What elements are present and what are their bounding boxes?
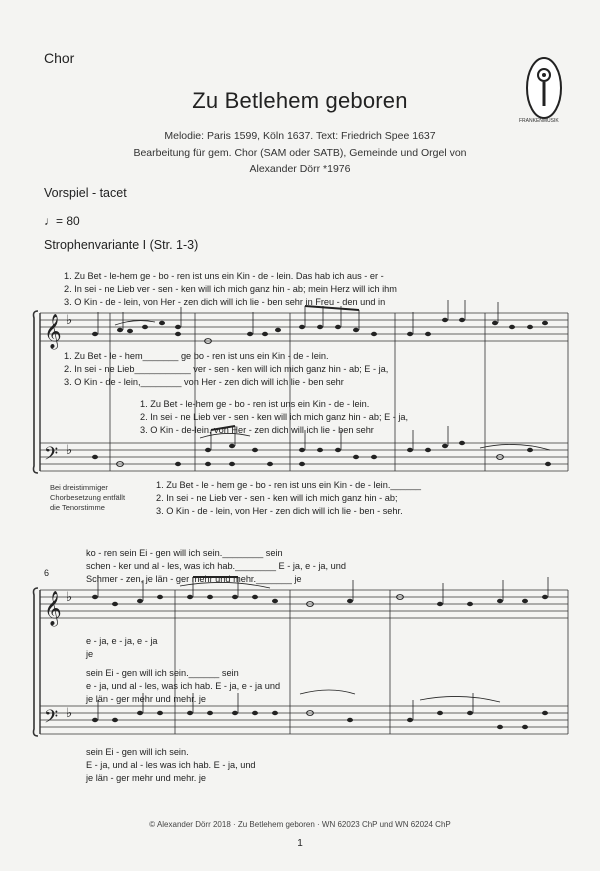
lyric-line: 2. In sei - ne Lieb___________ ver - sen - ken will ich mich ganz hin - ab; E - ja, — [64, 364, 389, 374]
lyric-line: 2. In sei - ne Lieb ver - sen - ken will ich mich ganz hin - ab; E - ja, — [140, 412, 409, 422]
page-number: 1 — [297, 838, 303, 849]
bass-clef: 𝄢 — [44, 444, 59, 469]
logo-text: FRANKENMUSIK — [519, 118, 559, 124]
lyric-line: je län - ger mehr und mehr. je — [86, 773, 207, 783]
lyric-line: 3. O Kin - de - lein, von Her - zen dich will ich lie - ben - sehr. — [156, 506, 403, 516]
staff-lines — [40, 706, 568, 734]
treble-clef: 𝄞 — [44, 314, 62, 349]
lyric-line: E - ja, und al - les was ich hab. E - ja, und — [86, 760, 256, 770]
lyric-line: 3. O Kin - de-lein, von Her - zen dich will ich lie - ben sehr — [140, 425, 374, 435]
svg-text:♭: ♭ — [66, 706, 73, 721]
voicing-note: Bei dreistimmiger Chorbesetzung entfällt die Tenorstimme — [50, 483, 126, 512]
lyric-line: 1. Zu Bet - le - hem_______ ge bo - ren ist uns ein Kin - de - lein. — [64, 351, 329, 361]
tempo-marking: ♩= 80 — [44, 214, 80, 228]
strophe-heading: Strophenvariante I (Str. 1-3) — [44, 238, 199, 252]
measure-number: 6 — [44, 568, 50, 578]
lyric-line: 1. Zu Bet - le - hem ge - bo - ren ist uns ein Kin - de - lein.______ — [156, 480, 422, 490]
page-title: Zu Betlehem geboren — [192, 88, 408, 113]
credit-line: Bearbeitung für gem. Chor (SAM oder SATB), Gemeinde und Orgel von — [133, 147, 467, 159]
lyric-line: e - ja, e - ja, e - ja — [86, 636, 158, 646]
bass-clef: 𝄢 — [44, 707, 59, 732]
lyric-line: je län - ger mehr und mehr. je — [86, 694, 207, 704]
copyright-footer: © Alexander Dörr 2018 · Zu Betlehem geboren · WN 62023 ChP und WN 62024 ChP — [149, 820, 451, 829]
lyric-line: schen - ker und al - les, was ich hab.________ E - ja, e - ja, und — [86, 561, 346, 571]
svg-text:♭: ♭ — [66, 443, 73, 458]
credit-line: Alexander Dörr *1976 — [249, 163, 351, 175]
treble-clef: 𝄞 — [44, 591, 62, 626]
staff-lines — [40, 590, 568, 618]
section-label: Chor — [44, 50, 75, 66]
lyric-line: je — [86, 649, 94, 659]
lyric-line: sein Ei - gen will ich sein. — [86, 747, 189, 757]
credit-line: Melodie: Paris 1599, Köln 1637. Text: Friedrich Spee 1637 — [164, 130, 436, 142]
lyric-line: e - ja, und al - les, was ich hab. E - ja, e - ja und — [86, 681, 281, 691]
svg-text:♭: ♭ — [66, 313, 73, 328]
lyric-line: 2. In sei - ne Lieb ver - sen - ken will ich mich ganz hin - ab; mein Herz will ich ihm — [64, 284, 397, 294]
lyric-line: sein Ei - gen will ich sein.______ sein — [86, 668, 239, 678]
lyric-line: 3. O Kin - de - lein,________ von Her - zen dich will ich lie - ben sehr — [64, 377, 344, 387]
svg-text:♭: ♭ — [66, 590, 73, 605]
lyric-line: Schmer - zen, je län - ger mehr und mehr._______ je — [86, 574, 302, 584]
lyric-line: 1. Zu Bet - le-hem ge - bo - ren ist uns ein Kin - de - lein. Das hab ich aus - er - — [64, 271, 384, 281]
vorspiel-note: Vorspiel - tacet — [44, 186, 127, 200]
lyric-line: 3. O Kin - de - lein, von Her - zen dich will ich lie - ben sehr in Freu - den und in — [64, 297, 386, 307]
lyric-line: 2. In sei - ne Lieb ver - sen - ken will ich mich ganz hin - ab; — [156, 493, 398, 503]
lyric-line: ko - ren sein Ei - gen will ich sein.________ sein — [86, 548, 283, 558]
lyric-line: 1. Zu Bet - le-hem ge - bo - ren ist uns ein Kin - de - lein. — [140, 399, 370, 409]
